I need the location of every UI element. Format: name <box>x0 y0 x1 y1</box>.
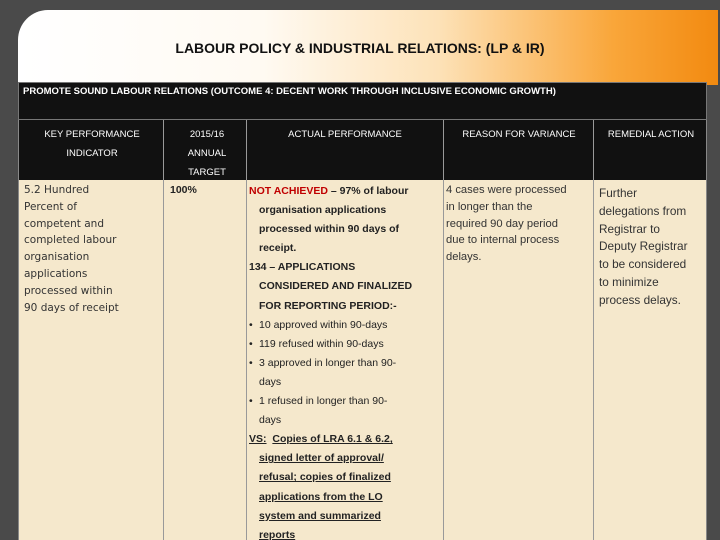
remedial-line: Registrar to <box>599 221 660 236</box>
remedial-line: Further <box>599 186 638 200</box>
vs-label: VS: <box>249 433 267 446</box>
bullet-text: 119 refused within 90-days <box>259 337 384 350</box>
header-kpi-line2: INDICATOR <box>66 148 118 159</box>
reason-line: required 90 day period <box>446 217 558 230</box>
bullet-icon: • <box>249 337 253 350</box>
bullet-text-cont: days <box>259 414 282 427</box>
remedial-line: Deputy Registrar <box>599 239 688 254</box>
bullet-icon: • <box>249 395 253 408</box>
column-divider <box>593 120 594 540</box>
kpi-line: processed within <box>24 284 113 297</box>
kpi-line: completed labour <box>24 234 117 247</box>
vs-text: applications from the LO <box>259 490 383 503</box>
actual-line: processed within 90 days of <box>259 223 400 236</box>
header-target-line1: 2015/16 <box>189 129 225 140</box>
header-target <box>169 125 245 182</box>
reason-cell <box>446 182 592 266</box>
outcome-banner <box>18 82 707 120</box>
kpi-line: organisation <box>24 251 90 264</box>
header-reason <box>444 125 594 144</box>
header-target-line3: TARGET <box>188 167 226 178</box>
actual-line: receipt. <box>259 242 297 255</box>
bullet-text: 3 approved in longer than 90- <box>259 356 397 369</box>
header-actual <box>247 125 443 144</box>
actual-cell <box>249 182 449 540</box>
actual-line: organisation applications <box>259 204 387 217</box>
bullet-item <box>249 392 449 411</box>
bullet-text: 10 approved within 90-days <box>259 318 388 331</box>
considered-line: CONSIDERED AND FINALIZED <box>259 280 413 293</box>
header-kpi-line1: KEY PERFORMANCE <box>44 129 140 140</box>
kpi-cell <box>24 182 158 316</box>
column-divider <box>246 120 247 540</box>
header-remedial <box>594 125 708 144</box>
target-cell <box>170 182 230 200</box>
header-actual-label: ACTUAL PERFORMANCE <box>288 129 402 140</box>
bullet-icon: • <box>249 356 253 369</box>
reason-line: delays. <box>446 251 482 264</box>
remedial-line: to be considered <box>599 257 687 272</box>
reason-line: 4 cases were processed <box>446 184 567 196</box>
header-target-line2: ANNUAL <box>187 148 227 159</box>
actual-status-line <box>249 182 449 201</box>
considered-line: FOR REPORTING PERIOD:- <box>259 299 397 312</box>
remedial-line: process delays. <box>599 292 681 307</box>
status-not-achieved: NOT ACHIEVED <box>249 185 328 197</box>
outcome-text: PROMOTE SOUND LABOUR RELATIONS (OUTCOME 4: DECENT WORK THROUGH INCLUSIVE ECONOMIC GROWTH) <box>23 86 556 97</box>
remedial-cell <box>599 185 707 310</box>
status-percentage: – 97% of labour <box>327 185 409 197</box>
kpi-line: competent and <box>24 217 104 230</box>
vs-line <box>249 430 449 449</box>
column-divider <box>163 120 164 540</box>
bullet-icon: • <box>249 318 253 331</box>
reason-line: in longer than the <box>446 200 533 213</box>
reason-line: due to internal process <box>446 234 560 247</box>
header-reason-label: REASON FOR VARIANCE <box>462 129 576 140</box>
kpi-line: 5.2 Hundred <box>24 184 90 196</box>
table-header-row <box>19 120 706 180</box>
kpi-line: Percent of <box>24 200 77 213</box>
page-title: LABOUR POLICY & INDUSTRIAL RELATIONS: (LP & IR) <box>175 40 545 56</box>
kpi-line: applications <box>24 267 88 280</box>
header-remedial-label: REMEDIAL ACTION <box>607 129 695 140</box>
vs-text: system and summarized <box>259 509 381 522</box>
vs-text: Copies of LRA 6.1 & 6.2, <box>272 433 393 446</box>
target-value: 100% <box>170 184 197 196</box>
remedial-line: delegations from <box>599 203 687 218</box>
bullet-text-cont: days <box>259 375 282 388</box>
vs-text: signed letter of approval/ <box>259 452 384 465</box>
considered-line: 134 – APPLICATIONS <box>249 261 356 274</box>
kpi-line: 90 days of receipt <box>24 301 119 314</box>
vs-text: refusal; copies of finalized <box>259 471 391 484</box>
vs-text: reports <box>259 528 296 540</box>
header-kpi <box>27 125 157 163</box>
bullet-text: 1 refused in longer than 90- <box>259 395 388 408</box>
bullet-item <box>249 335 449 354</box>
bullet-item <box>249 316 449 335</box>
performance-table <box>18 120 707 540</box>
remedial-line: to minimize <box>599 274 659 289</box>
bullet-item <box>249 354 449 373</box>
